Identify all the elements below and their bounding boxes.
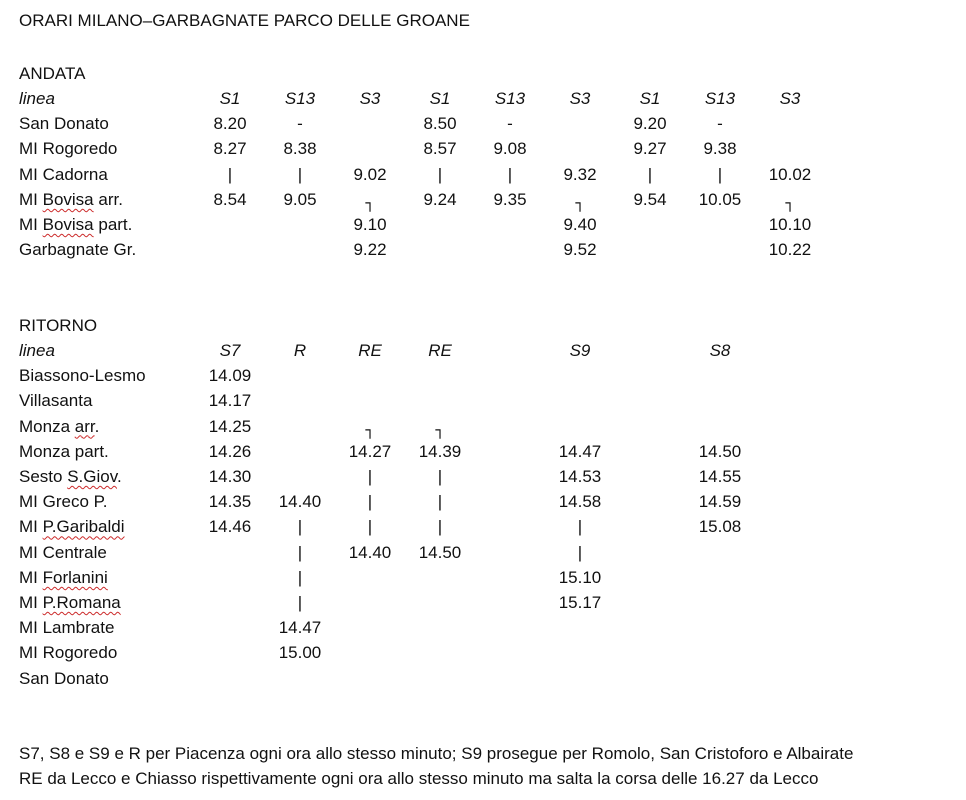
station-name (19, 517, 125, 537)
andata-line-header: S1 (219, 89, 241, 108)
station-name-part: MI (19, 215, 43, 234)
andata-line-header: S1 (639, 89, 661, 108)
time-cell: 9.10 (353, 215, 387, 234)
andata-line-header: S13 (494, 89, 526, 108)
footnote: S7, S8 e S9 e R per Piacenza ogni ora allo stesso minuto; S9 prosegue per Romolo, San Cristoforo e Albairate (19, 744, 854, 763)
time-cell: 15.00 (278, 643, 322, 663)
station-name (19, 467, 122, 487)
ritorno-line-header: R (293, 341, 307, 360)
station-name-part: MI (19, 517, 43, 537)
time-cell: 14.39 (418, 441, 462, 461)
pass-through-bar: | (297, 517, 303, 537)
time-cell: 8.20 (213, 114, 247, 134)
time-cell: 9.32 (563, 164, 597, 184)
station-name-part: Sesto (19, 467, 68, 486)
transfer-bracket: ┐ (365, 193, 375, 212)
station-name-part: Monza (19, 416, 75, 436)
time-cell: 10.22 (768, 240, 812, 260)
time-cell: 8.54 (213, 189, 247, 209)
time-cell: 14.40 (278, 492, 322, 512)
pass-through-bar: | (367, 467, 373, 486)
time-cell: - (717, 114, 723, 134)
station-name (19, 593, 121, 613)
time-cell: 10.02 (768, 164, 812, 184)
document-title: ORARI MILANO–GARBAGNATE PARCO DELLE GROANE (19, 11, 470, 30)
andata-line-header: S3 (569, 89, 591, 108)
transfer-bracket: ┐ (435, 420, 445, 439)
time-cell: 9.22 (353, 240, 387, 260)
pass-through-bar: | (437, 467, 443, 486)
ritorno-line-header: RE (428, 341, 452, 360)
time-cell: 14.59 (698, 492, 742, 512)
time-cell: 9.05 (283, 189, 317, 209)
time-cell: 14.46 (208, 517, 252, 537)
time-cell: 9.02 (353, 164, 387, 184)
station-name: MI Greco P. (19, 492, 108, 512)
time-cell: 9.40 (563, 215, 597, 234)
time-cell: 14.30 (208, 467, 252, 486)
time-cell: 9.27 (633, 139, 667, 159)
station-name (19, 568, 108, 588)
station-name-part: P.Garibaldi (42, 517, 125, 537)
time-cell: 14.40 (348, 542, 392, 562)
station-name: MI Lambrate (19, 618, 115, 638)
time-cell: 14.58 (558, 492, 602, 512)
pass-through-bar: | (367, 517, 373, 537)
andata-line-header: S3 (779, 89, 801, 108)
pass-through-bar: | (717, 164, 723, 184)
pass-through-bar: | (507, 164, 513, 184)
ritorno-heading: RITORNO (19, 316, 98, 335)
andata-heading: ANDATA (19, 64, 86, 83)
time-cell: 14.35 (208, 492, 252, 512)
station-name (19, 190, 123, 210)
ritorno-linea-label: linea (19, 341, 55, 360)
time-cell: 14.50 (418, 542, 462, 562)
station-name: San Donato (19, 114, 109, 134)
time-cell: 14.47 (558, 441, 602, 461)
pass-through-bar: | (577, 517, 583, 537)
station-name: San Donato (19, 668, 109, 688)
andata-line-header: S3 (359, 89, 381, 108)
station-name-part: MI (19, 567, 43, 587)
time-cell: 9.38 (703, 139, 737, 159)
station-name-part: . (94, 416, 100, 436)
transfer-bracket: ┐ (575, 193, 585, 212)
pass-through-bar: | (297, 164, 303, 184)
time-cell: - (297, 114, 303, 134)
station-name-part: MI (19, 593, 43, 612)
station-name: Biassono-Lesmo (19, 366, 146, 386)
time-cell: 14.55 (698, 467, 742, 486)
ritorno-line-header: S9 (569, 341, 591, 360)
andata-linea-label: linea (19, 89, 55, 108)
time-cell: 8.27 (213, 139, 247, 159)
time-cell: 14.50 (698, 441, 742, 461)
station-name: MI Centrale (19, 542, 107, 562)
time-cell: 9.24 (423, 189, 457, 209)
station-name (19, 417, 99, 437)
time-cell: 9.35 (493, 189, 527, 209)
time-cell: 15.10 (558, 567, 602, 587)
station-name-part: Bovisa (42, 215, 94, 234)
station-name-part: P.Romana (42, 593, 121, 612)
ritorno-line-header: S8 (709, 341, 731, 360)
transfer-bracket: ┐ (365, 420, 375, 439)
pass-through-bar: | (437, 164, 443, 184)
station-name-part: . (116, 467, 122, 486)
station-name-part: part. (93, 215, 133, 234)
station-name-part: S.Giov (67, 467, 117, 486)
time-cell: 8.57 (423, 139, 457, 159)
transfer-bracket: ┐ (785, 193, 795, 212)
station-name-part: MI (19, 189, 43, 209)
station-name-part: arr. (93, 189, 123, 209)
station-name-part: Forlanini (42, 567, 108, 587)
time-cell: 10.05 (698, 189, 742, 209)
time-cell: - (507, 114, 513, 134)
station-name: Garbagnate Gr. (19, 240, 137, 260)
time-cell: 14.26 (208, 441, 252, 461)
time-cell: 14.27 (348, 441, 392, 461)
time-cell: 8.38 (283, 139, 317, 159)
andata-line-header: S13 (284, 89, 316, 108)
andata-line-header: S1 (429, 89, 451, 108)
pass-through-bar: | (647, 164, 653, 184)
time-cell: 9.54 (633, 189, 667, 209)
pass-through-bar: | (437, 517, 443, 537)
pass-through-bar: | (297, 542, 303, 562)
station-name (19, 215, 132, 235)
andata-line-header: S13 (704, 89, 736, 108)
station-name: Villasanta (19, 391, 93, 411)
pass-through-bar: | (437, 492, 443, 512)
station-name: MI Rogoredo (19, 139, 118, 159)
station-name: Monza part. (19, 441, 109, 461)
time-cell: 14.09 (208, 366, 252, 386)
ritorno-line-header: RE (358, 341, 382, 360)
time-cell: 9.08 (493, 139, 527, 159)
time-cell: 10.10 (768, 215, 812, 234)
station-name-part: Bovisa (42, 189, 94, 209)
time-cell: 15.08 (698, 517, 742, 537)
time-cell: 14.53 (558, 467, 602, 486)
time-cell: 14.17 (208, 391, 252, 411)
time-cell: 15.17 (558, 593, 602, 612)
time-cell: 8.50 (423, 114, 457, 134)
pass-through-bar: | (577, 542, 583, 562)
time-cell: 9.20 (633, 114, 667, 134)
station-name: MI Rogoredo (19, 643, 118, 663)
footnote: RE da Lecco e Chiasso rispettivamente ogni ora allo stesso minuto ma salta la corsa delle 16.27 da Lecco (19, 769, 819, 788)
time-cell: 14.47 (278, 618, 322, 638)
ritorno-line-header: S7 (219, 341, 241, 360)
time-cell: 14.25 (208, 416, 252, 436)
pass-through-bar: | (297, 567, 303, 587)
pass-through-bar: | (227, 164, 233, 184)
station-name: MI Cadorna (19, 164, 108, 184)
station-name-part: arr (74, 416, 95, 436)
pass-through-bar: | (367, 492, 373, 512)
pass-through-bar: | (297, 593, 303, 612)
time-cell: 9.52 (563, 240, 597, 260)
